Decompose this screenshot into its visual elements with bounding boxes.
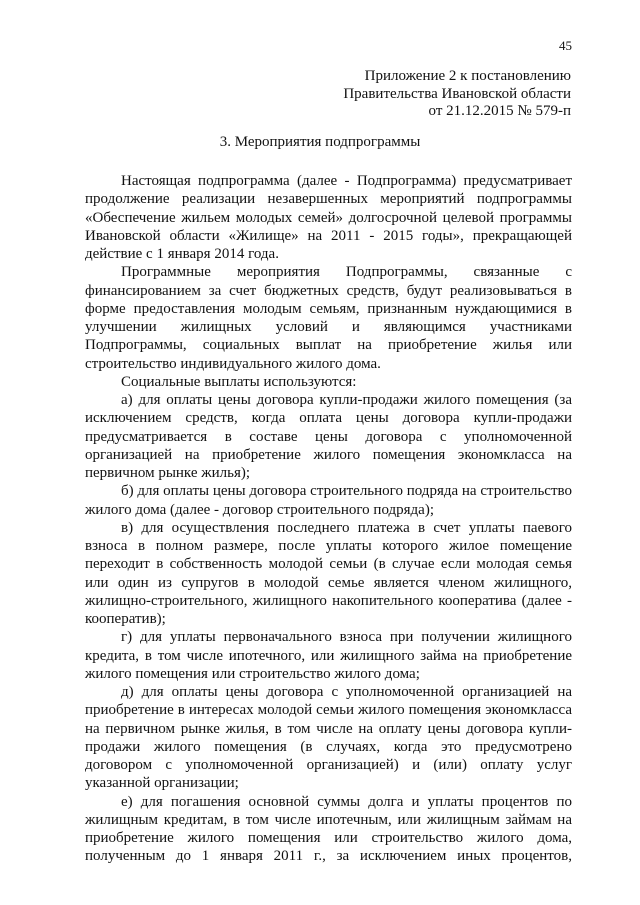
paragraph-item-d: д) для оплаты цены договора с уполномоченной организацией на приобретение в интересах молодой семьи жилого помещения экономкласса на первичном рынке жилья, в том числе на оплату цены договора купли-продажи жилого помещения (в случаях, когда это предусмотрено договором с уполномоченной организацией) и (или) оплату услуг указанной организации; (85, 684, 572, 792)
paragraph-item-e: е) для погашения основной суммы долга и уплаты процентов по жилищным кредитам, в том числе ипотечным, или жилищным займам на приобретение жилого помещения или строительство жилого дома, полученным до 1 января 2011 г., за исключением иных процентов, (85, 793, 572, 865)
paragraph-intro: Настоящая подпрограмма (далее - Подпрограмма) предусматривает продолжение реализации незавершенных мероприятий подпрограммы «Обеспечение жильем молодых семей» долгосрочной целевой программы Ивановской области «Жилище» на 2011 - 2015 годы», прекращающей действие с 1 января 2014 года. (85, 173, 572, 262)
appendix-line-1: Приложение 2 к постановлению (364, 68, 571, 84)
paragraph-item-a: а) для оплаты цены договора купли-продажи жилого помещения (за исключением средств, когда оплата цены договора купли-продажи предусматривается в составе цены договора с уполномоченной организацией на приобретение жилого помещения экономкласса на первичном рынке жилья); (85, 392, 572, 481)
appendix-line-3: от 21.12.2015 № 579-п (428, 103, 571, 119)
body-text (85, 172, 572, 866)
paragraph-item-v: в) для осуществления последнего платежа в счет уплаты паевого взноса в полном размере, после уплаты которого жилое помещение переходит в собственность молодой семьи (в случае если молодая семья или один из супругов в молодой семье является членом жилищного, жилищно-строительного, жилищного накопительного кооператива (далее - кооператив); (85, 519, 572, 627)
page-number: 45 (559, 38, 572, 53)
paragraph-program-measures: Программные мероприятия Подпрограммы, связанные с финансированием за счет бюджетных средств, будут реализовываться в форме предоставления молодым семьям, признанным нуждающимися в улучшении жилищных условий и являющимся участниками Подпрограммы, социальных выплат на приобретение жилья или строительство индивидуального жилого дома. (85, 264, 572, 372)
section-title: 3. Мероприятия подпрограммы (219, 134, 421, 150)
appendix-header (343, 68, 571, 121)
paragraph-payments-use: Социальные выплаты используются: (121, 373, 357, 390)
appendix-line-2: Правительства Ивановской области (343, 85, 571, 102)
paragraph-item-b: б) для оплаты цены договора строительного подряда на строительство жилого дома (далее - договор строительного подряда); (85, 483, 572, 518)
paragraph-item-g: г) для уплаты первоначального взноса при получении жилищного кредита, в том числе ипотечного, или жилищного займа на приобретение жилого помещения или строительство жилого дома; (85, 629, 572, 682)
